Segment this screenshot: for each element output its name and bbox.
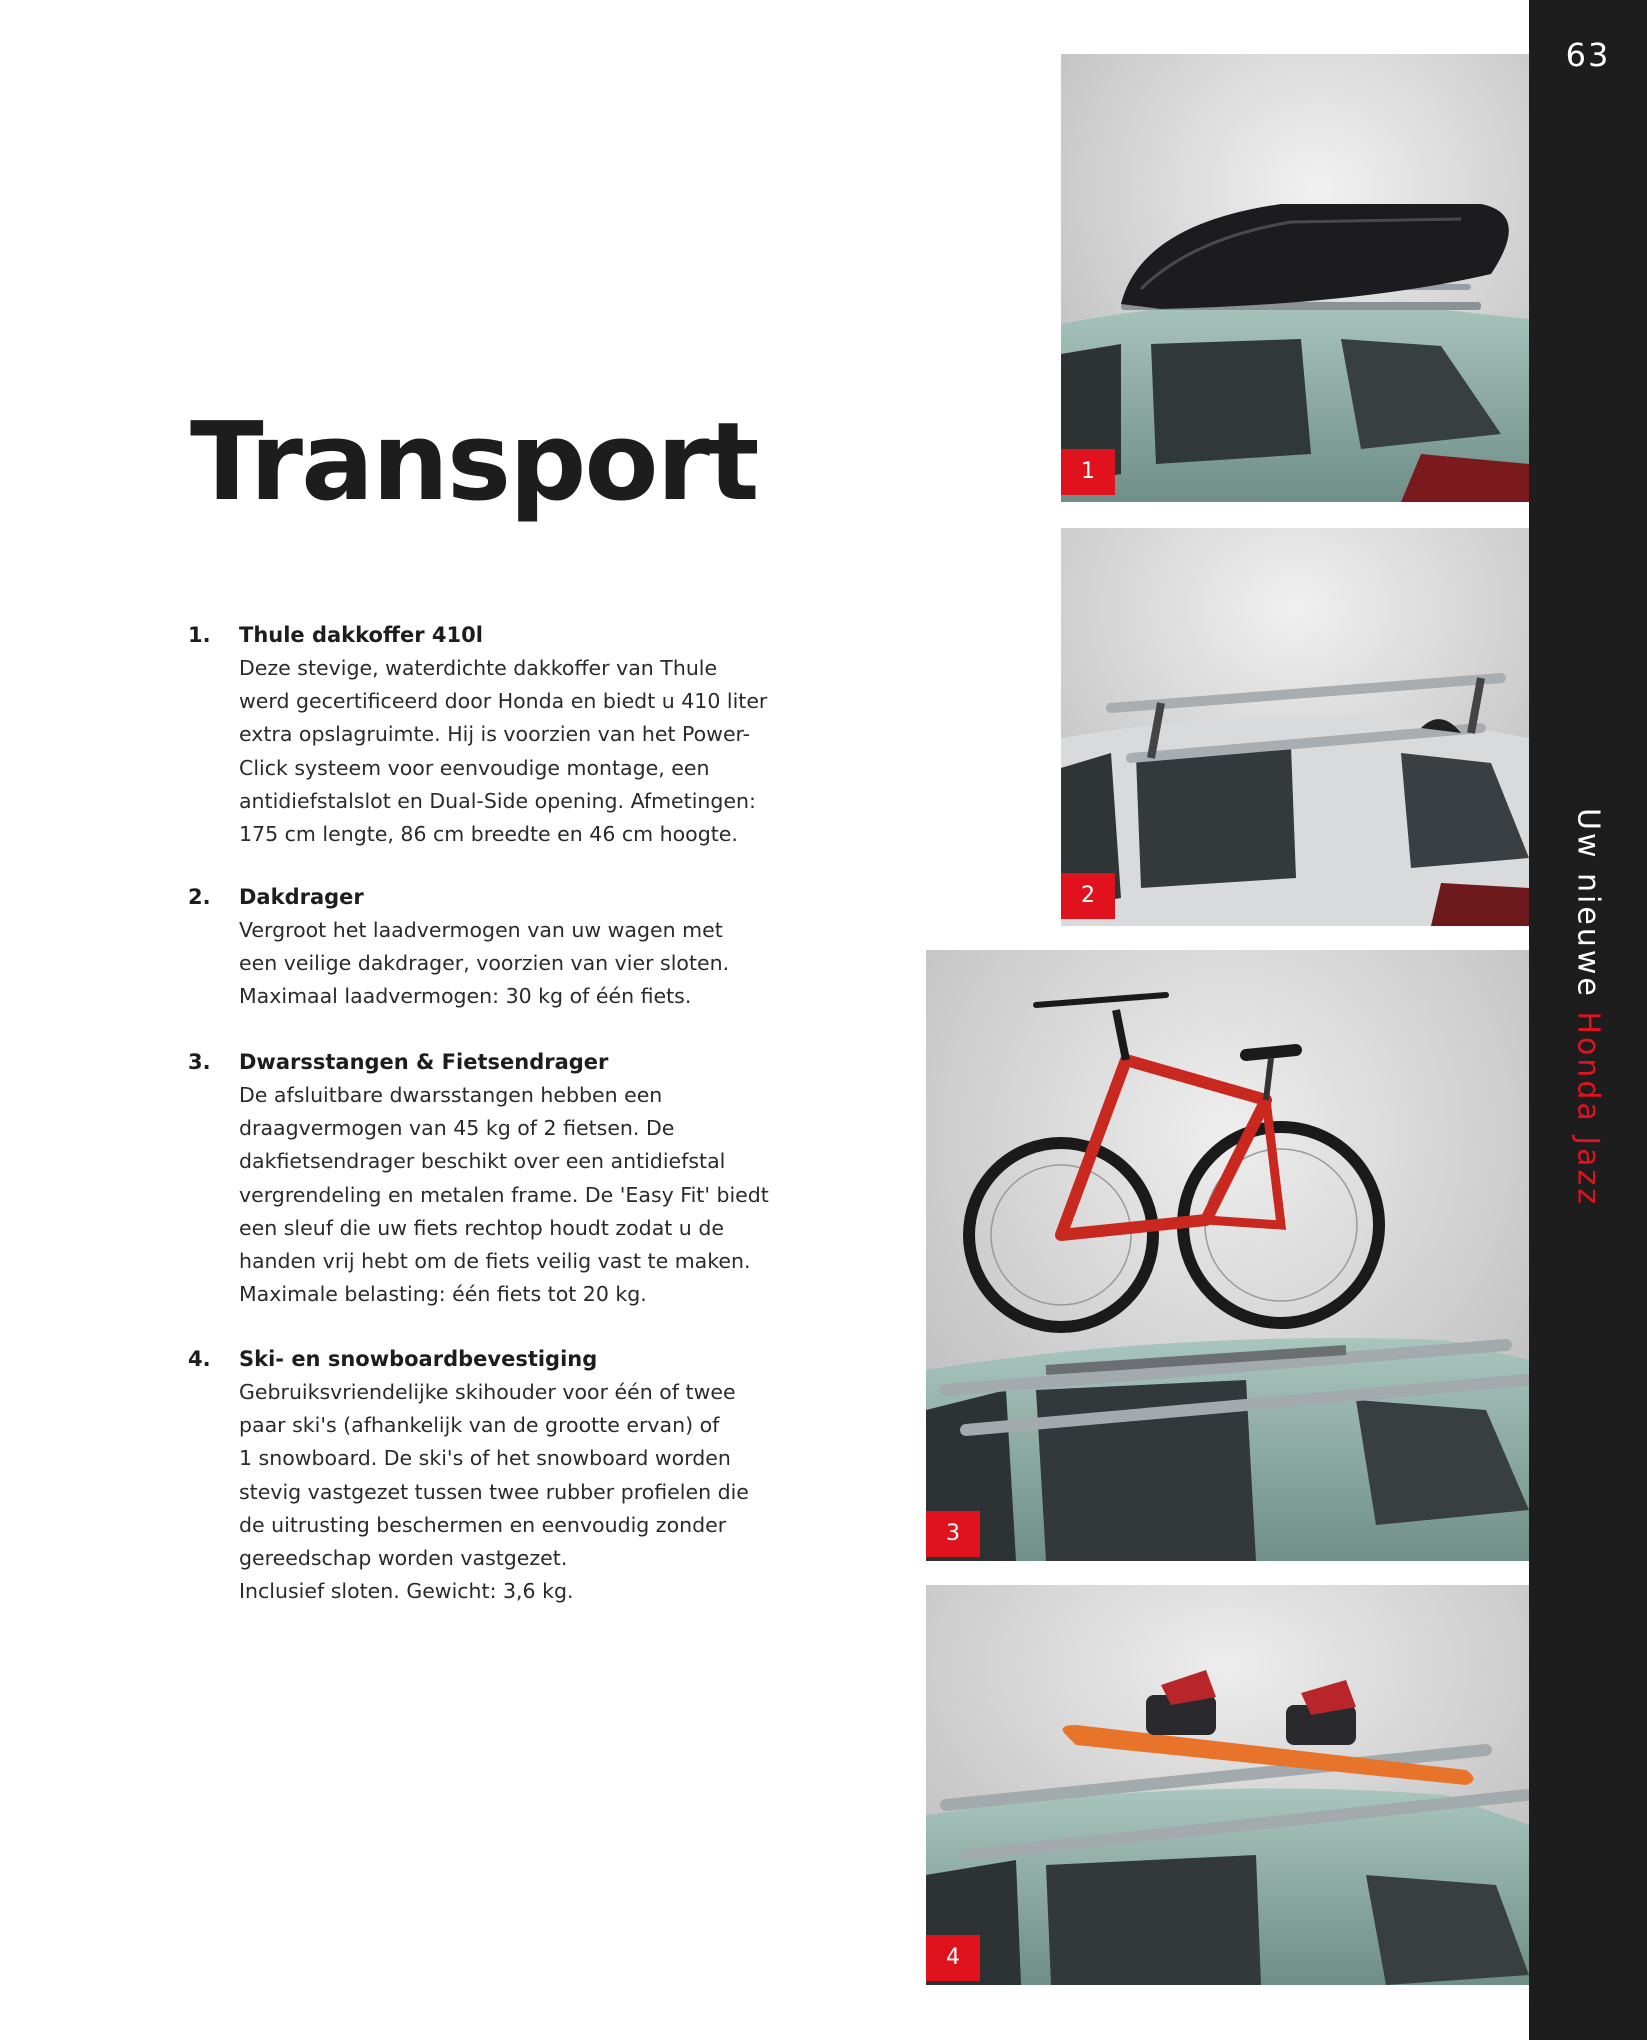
item-description: De afsluitbare dwarsstangen hebben een draagvermogen van 45 kg of 2 fietsen. De dakfietsendrager beschikt over een antidiefstal vergrendeling en metalen frame. De 'Easy Fit' biedt een sleuf die uw fiets rechtop houdt zodat u de handen vrij hebt om de fiets veilig vast te maken. Maximale belasting: één fiets tot 20 kg. [239,1083,769,1307]
page-number: 63 [1565,36,1611,74]
item-title: Thule dakkoffer 410l [239,623,483,647]
item-description: Vergroot het laadvermogen van uw wagen met een veilige dakdrager, voorzien van vier sloten. Maximaal laadvermogen: 30 kg of één fiets. [239,918,730,1009]
item-description: Deze stevige, waterdichte dakkoffer van Thule werd gecertificeerd door Honda en biedt u 410 liter extra opslagruimte. Hij is voorzien van het Power- Click systeem voor eenvoudige montage, een antidiefstalslot en Dual-Side opening. Afmetingen: 175 cm lengte, 86 cm breedte en 46 cm hoogte. [239,656,768,847]
item-number: 3. [188,1050,211,1074]
item-title: Dwarsstangen & Fietsendrager [239,1050,609,1074]
item-number: 4. [188,1347,211,1371]
item-title: Ski- en snowboardbevestiging [239,1347,598,1371]
vertical-brand-title [1571,808,1606,1207]
bike-carrier-photo [926,950,1529,1561]
photo-badge-1: 1 [1061,449,1115,495]
item-description: Gebruiksvriendelijke skihouder voor één of twee paar ski's (afhankelijk van de grootte ervan) of 1 snowboard. De ski's of het snowboard worden stevig vastgezet tussen twee rubber profielen die de uitrusting beschermen en eenvoudig zonder gereedschap worden vastgezet. Inclusief sloten. Gewicht: 3,6 kg. [239,1380,749,1604]
vertical-title-model: Honda Jazz [1570,1011,1606,1208]
vertical-title-prefix: Uw nieuwe [1570,808,1606,1012]
item-number: 1. [188,623,211,647]
page-title: Transport [190,400,758,525]
item-number: 2. [188,885,211,909]
roof-box-photo [1061,54,1529,502]
roof-rack-photo [1061,528,1529,926]
ski-carrier-photo [926,1585,1529,1985]
item-title: Dakdrager [239,885,364,909]
photo-badge-4: 4 [926,1935,980,1981]
photo-badge-2: 2 [1061,873,1115,919]
photo-badge-3: 3 [926,1511,980,1557]
